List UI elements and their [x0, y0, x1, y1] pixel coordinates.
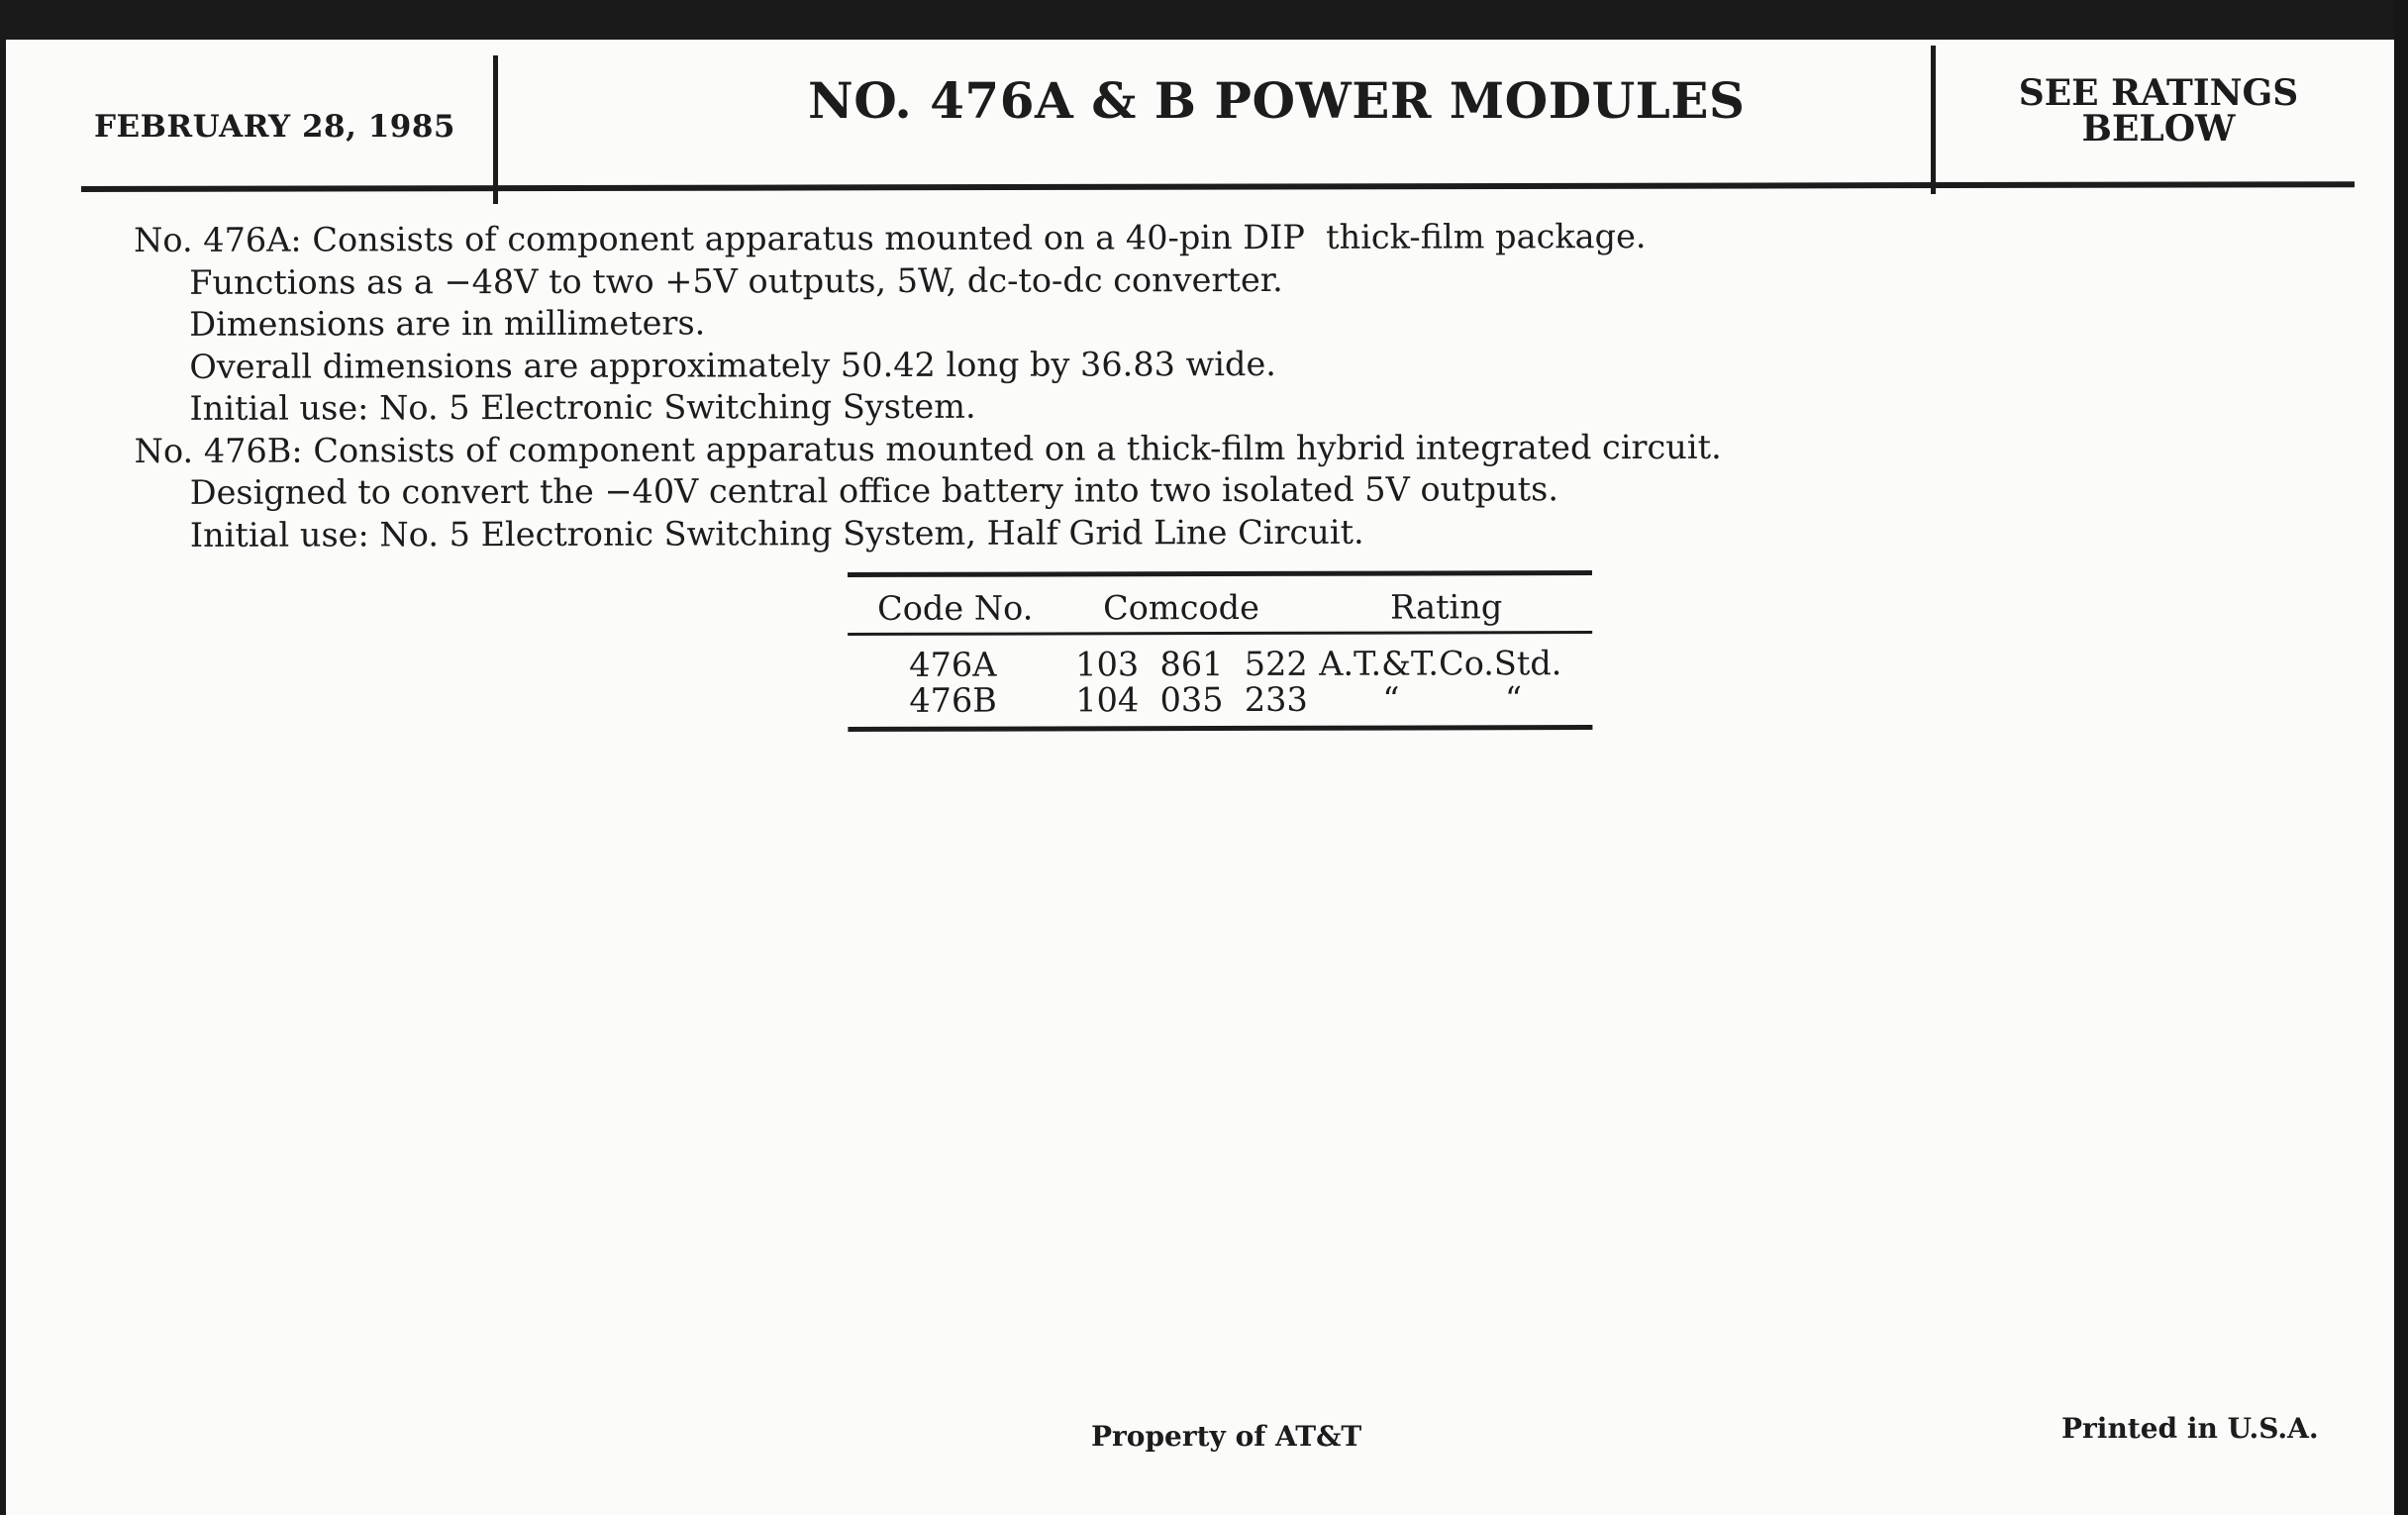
table-row [848, 644, 1592, 684]
ratings-table [848, 570, 1592, 732]
table-header-row [848, 575, 1592, 633]
desc-476a-units: Dimensions are in millimeters. [189, 303, 706, 344]
desc-476a-initial-use: Initial use: No. 5 Electronic Switching System. [189, 386, 976, 428]
col-header-code: Code No. [877, 588, 1034, 628]
desc-476a-line: No. 476A: Consists of component apparatus mounted on a 40-pin DIP thick-film package. [134, 217, 1647, 259]
desc-476b-function: Designed to convert the −40V central office battery into two isolated 5V outputs. [189, 469, 1559, 512]
cell-code: 476B [909, 680, 997, 720]
header-ratings-note [2000, 72, 2317, 150]
cell-comcode: 103 861 522 [1075, 644, 1308, 684]
page-title: NO. 476A & B POWER MODULES [808, 71, 1746, 130]
desc-476b-line: No. 476B: Consists of component apparatus mounted on a thick-film hybrid integrated circuit. [134, 427, 1722, 470]
table-row [848, 679, 1592, 720]
ratings-line-1: SEE RATINGS [2018, 72, 2299, 114]
cell-rating: “ “ [1382, 679, 1523, 719]
header-divider-left [493, 55, 498, 204]
ratings-line-2: BELOW [2081, 108, 2236, 150]
cell-rating: A.T.&T.Co.Std. [1319, 644, 1562, 683]
description-block [134, 216, 1722, 556]
desc-476a-function: Functions as a −48V to two +5V outputs, 5W, dc-to-dc converter. [189, 259, 1283, 302]
desc-476a-dimensions: Overall dimensions are approximately 50.42 long by 36.83 wide. [189, 344, 1276, 386]
footer-printed: Printed in U.S.A. [2061, 1412, 2319, 1445]
footer-property: Property of AT&T [1091, 1420, 1362, 1453]
scan-edge [2394, 0, 2408, 1515]
cell-code: 476A [909, 645, 997, 684]
col-header-rating: Rating [1390, 587, 1503, 627]
desc-476b-initial-use: Initial use: No. 5 Electronic Switching System, Half Grid Line Circuit. [189, 512, 1364, 555]
header-date: FEBRUARY 28, 1985 [94, 109, 455, 145]
col-header-comcode: Comcode [1103, 587, 1259, 628]
header-divider-right [1931, 46, 1936, 194]
cell-comcode: 104 035 233 [1075, 679, 1308, 720]
